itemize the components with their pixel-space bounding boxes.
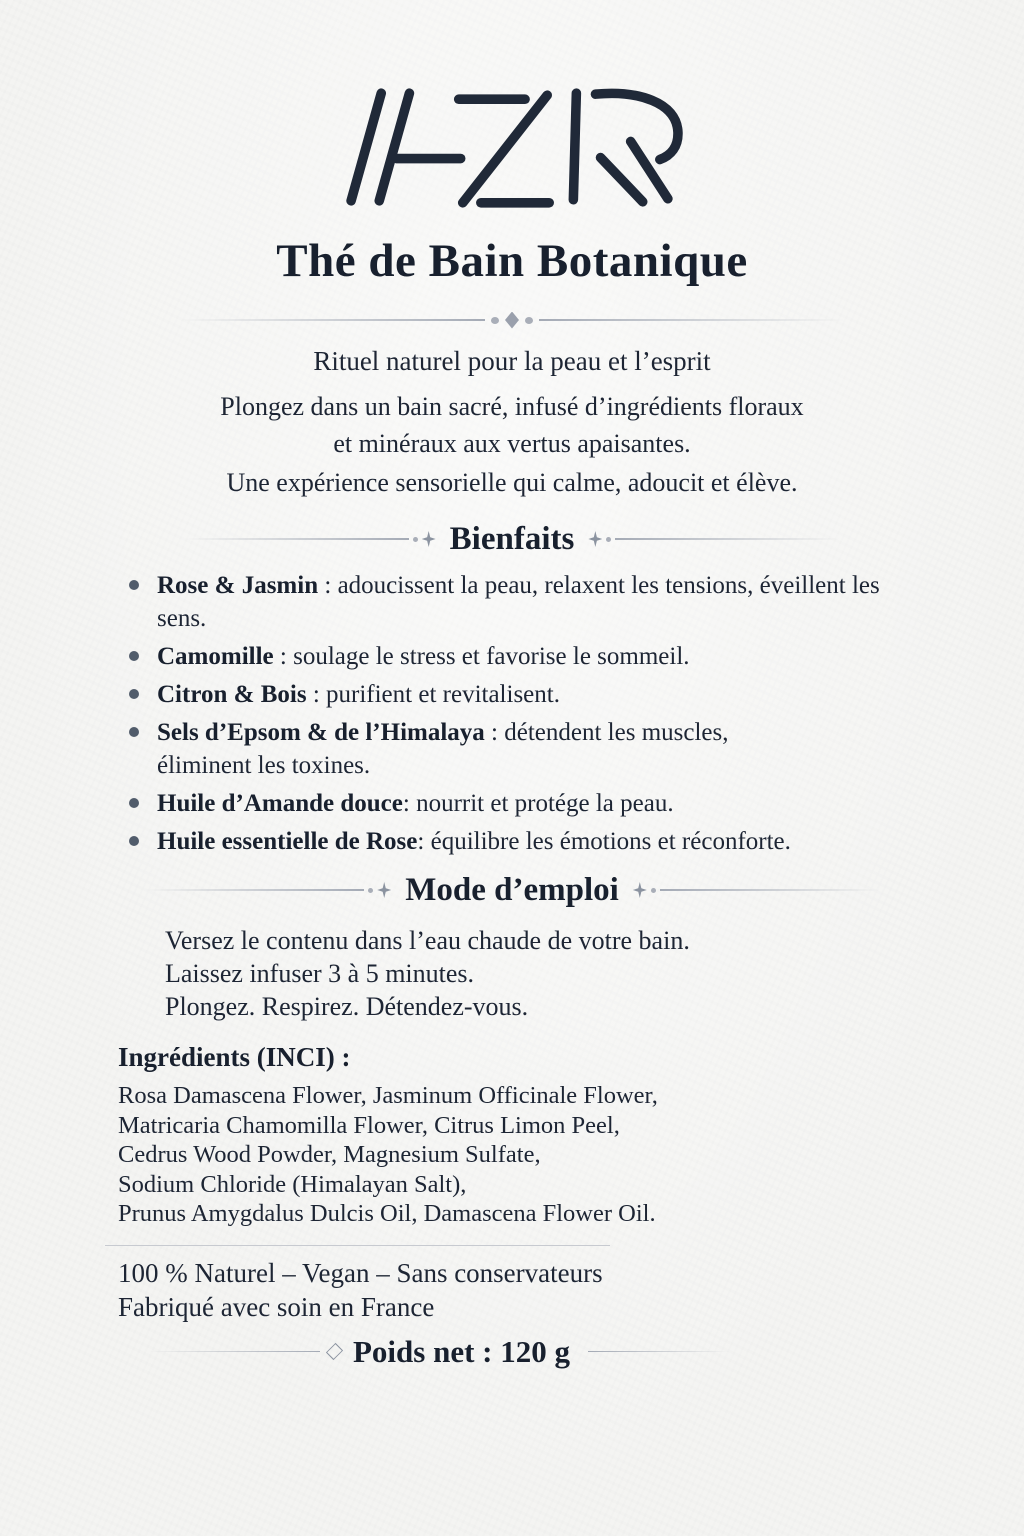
star-ornament-icon: [633, 882, 647, 898]
benefit-desc: équilibre les émotions et réconforte.: [430, 828, 791, 855]
divider-line: [185, 538, 409, 540]
divider-line: [660, 889, 880, 891]
brand-logo-icon: [336, 88, 688, 214]
benefit-term: Camomille: [157, 643, 274, 670]
star-ornament-icon: [588, 531, 602, 547]
product-title: Thé de Bain Botanique: [276, 235, 748, 287]
divider-line: [148, 1351, 320, 1353]
net-weight: Poids net : 120 g: [353, 1333, 570, 1369]
benefit-sep: :: [417, 828, 431, 855]
benefits-list: [127, 569, 1024, 858]
origin-line: Fabriqué avec soin en France: [118, 1291, 435, 1322]
usage-step: Plongez. Respirez. Détendez-vous.: [165, 992, 529, 1021]
benefit-item: [127, 569, 892, 635]
section-heading-mode-emploi: [145, 870, 880, 910]
dot-ornament-icon: [413, 537, 418, 542]
ingredients-heading: Ingrédients (INCI) :: [118, 1042, 351, 1072]
dot-ornament-icon: [651, 888, 656, 893]
bullet-icon: [129, 836, 139, 846]
intro-line: Une expérience sensorielle qui calme, adoucit et élève.: [226, 468, 798, 497]
diamond-ornament-icon: [505, 312, 519, 329]
benefit-term: Rose & Jasmin: [157, 572, 319, 599]
usage-steps: [165, 924, 1024, 1023]
benefit-desc: purifient et revitalisent.: [326, 681, 560, 708]
benefit-sep: :: [402, 790, 417, 817]
benefit-sep: :: [318, 572, 338, 599]
star-ornament-icon: [422, 531, 436, 547]
dot-ornament-icon: [368, 888, 373, 893]
benefit-item: [127, 716, 817, 782]
ingredients-line: Sodium Chloride (Himalayan Salt),: [118, 1170, 467, 1198]
benefit-desc: soulage le stress et favorise le sommeil.: [293, 643, 690, 670]
net-weight-row: [148, 1332, 740, 1372]
benefit-term: Sels d’Epsom & de l’Himalaya: [157, 719, 485, 746]
footer-divider: [105, 1245, 610, 1246]
intro-line: et minéraux aux vertus apaisantes.: [333, 429, 691, 458]
bullet-icon: [129, 651, 139, 661]
divider-line: [539, 319, 845, 321]
dot-ornament-icon: [606, 537, 611, 542]
benefit-item: [127, 825, 917, 858]
tagline: Rituel naturel pour la peau et l’esprit: [313, 346, 711, 376]
ingredients-line: Cedrus Wood Powder, Magnesium Sulfate,: [118, 1141, 541, 1168]
bullet-icon: [129, 580, 139, 590]
ingredients-line: Matricaria Chamomilla Flower, Citrus Limon Peel,: [118, 1111, 620, 1139]
diamond-outline-icon: [326, 1343, 343, 1360]
claims-line: 100 % Naturel – Vegan – Sans conservateurs: [118, 1257, 603, 1288]
benefit-term: Huile essentielle de Rose: [157, 828, 418, 855]
usage-step: Versez le contenu dans l’eau chaude de votre bain.: [165, 926, 690, 955]
intro-line: Plongez dans un bain sacré, infusé d’ingrédients floraux: [220, 392, 804, 421]
star-ornament-icon: [377, 882, 391, 898]
benefit-term: Huile d’Amande douce: [157, 790, 403, 817]
benefit-term: Citron & Bois: [157, 681, 307, 708]
title-divider: [179, 312, 845, 328]
divider-line: [179, 319, 485, 321]
benefit-desc: nourrit et protége la peau.: [416, 790, 674, 817]
bullet-icon: [129, 689, 139, 699]
benefit-sep: :: [484, 719, 505, 746]
dot-ornament-icon: [525, 317, 533, 324]
benefit-sep: :: [273, 643, 294, 670]
divider-line: [615, 538, 839, 540]
bullet-icon: [129, 727, 139, 737]
dot-ornament-icon: [491, 317, 499, 324]
ingredients-line: Prunus Amygdalus Dulcis Oil, Damascena Flower Oil.: [118, 1200, 656, 1227]
divider-line: [588, 1351, 730, 1353]
benefit-sep: :: [306, 681, 327, 708]
ingredients-list: [118, 1081, 1024, 1229]
usage-step: Laissez infuser 3 à 5 minutes.: [165, 959, 475, 988]
bullet-icon: [129, 798, 139, 808]
ingredients-line: Rosa Damascena Flower, Jasminum Officinale Flower,: [118, 1082, 658, 1109]
section-heading-bienfaits: [185, 519, 840, 559]
section-title: Mode d’emploi: [405, 871, 619, 908]
benefit-item: [127, 787, 917, 820]
benefit-item: [127, 678, 917, 711]
benefit-desc: adoucissent la peau, relaxent les tensions, éveillent les sens.: [157, 572, 880, 632]
benefit-desc: détendent les muscles, éliminent les toxines.: [157, 719, 729, 779]
benefit-item: [127, 640, 917, 673]
divider-line: [145, 889, 365, 891]
section-title: Bienfaits: [449, 520, 575, 557]
